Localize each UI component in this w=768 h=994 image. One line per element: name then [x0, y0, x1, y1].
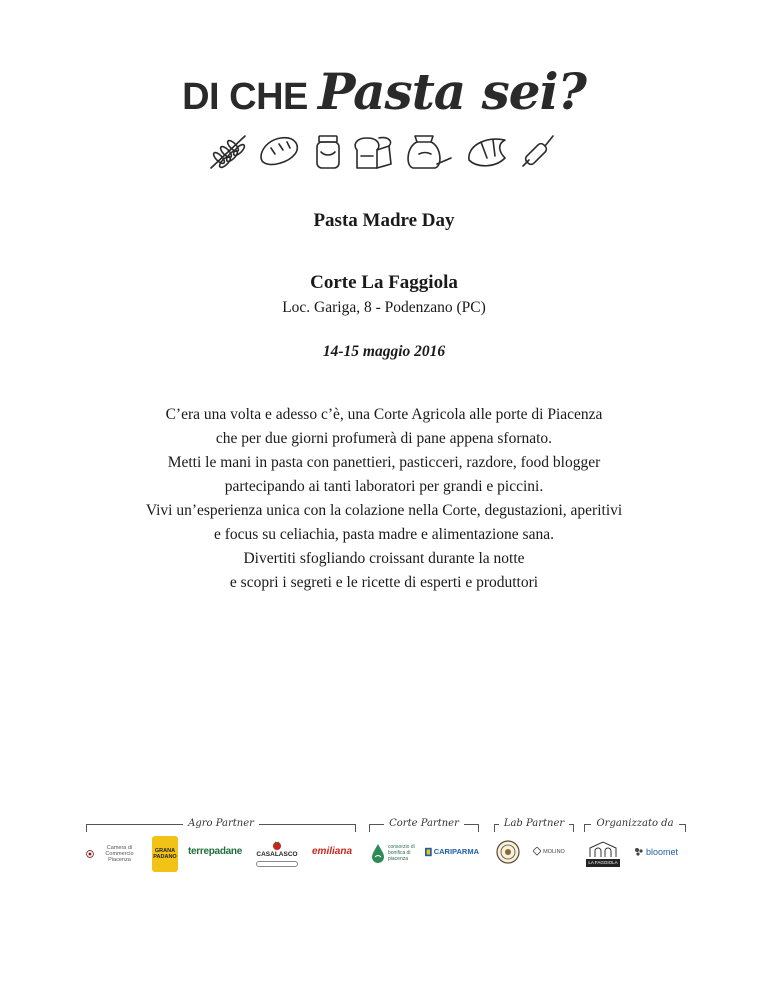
- agro-partner-label: Agro Partner: [183, 818, 259, 829]
- rolling-pin-icon: [523, 136, 553, 166]
- venue-address: Loc. Gariga, 8 - Podenzano (PC): [282, 299, 486, 316]
- description-line: Vivi un’esperienza unica con la colazione nella Corte, degustazioni, aperitivi: [145, 502, 623, 519]
- flour-sack-icon: [408, 136, 451, 168]
- description-line: Metti le mani in pasta con panettieri, pasticceri, razdore, food blogger: [167, 454, 601, 471]
- logo-text-plain: DI CHE: [182, 76, 308, 118]
- consorzio-bonifica-logo: consorzio di bonifica di piacenza: [369, 838, 419, 868]
- casalasco-logo: CASALASCO: [254, 836, 300, 870]
- emiliana-logo: emiliana: [311, 846, 353, 857]
- lab-partner-group: [494, 818, 574, 878]
- venue-name: Corte La Faggiola: [310, 272, 458, 293]
- croissant-icon: [469, 139, 505, 166]
- building-arches-icon: [588, 840, 618, 858]
- description-line: C’era una volta e adesso c’è, una Corte Agricola alle porte di Piacenza: [165, 406, 603, 423]
- agro-partner-group: [86, 818, 356, 878]
- camera-commercio-logo: Camera di Commercio Piacenza: [86, 840, 142, 868]
- description-line: partecipando ai tanti laboratori per grandi e piccini.: [224, 478, 544, 495]
- event-date: 14-15 maggio 2016: [322, 343, 446, 360]
- mill-icon: [533, 847, 541, 857]
- dots-icon: [634, 847, 644, 857]
- partners-footer: [86, 818, 686, 878]
- wheat-icon: [211, 136, 246, 169]
- lab-partner-label: Lab Partner: [499, 818, 569, 829]
- seal-icon: [86, 847, 94, 861]
- organizer-group: [584, 818, 686, 878]
- bakery-icons-row: [205, 128, 565, 172]
- logo-text-script: Pasta sei?: [317, 62, 586, 121]
- description-line: e scopri i segreti e le ricette di esperti e produttori: [229, 574, 539, 591]
- terrepadane-logo: terrepadane: [188, 846, 242, 857]
- la-faggiola-logo: LA FAGGIOLA: [586, 838, 620, 868]
- bread-loaf-icon: [261, 138, 297, 165]
- description-line: che per due giorni profumerà di pane appena sfornato.: [215, 430, 553, 447]
- tomato-icon: [270, 840, 284, 850]
- event-title: Pasta Madre Day: [313, 210, 455, 231]
- event-logo: [0, 62, 768, 121]
- corte-partner-group: [369, 818, 479, 878]
- event-description: [0, 403, 768, 595]
- description-line: e focus su celiachia, pasta madre e alimentazione sana.: [214, 526, 554, 543]
- cariparma-logo: CARIPARMA: [425, 844, 479, 860]
- lab-seal-logo: [496, 840, 520, 864]
- seal-icon: [496, 840, 520, 864]
- jar-icon: [317, 136, 339, 168]
- bloomet-logo: bloomet: [628, 844, 684, 860]
- water-drop-icon: [370, 843, 386, 863]
- organizer-label: Organizzato da: [591, 818, 678, 829]
- cariparma-mark-icon: [425, 847, 432, 857]
- molino-logo: MOLINO: [526, 844, 572, 860]
- grana-padano-logo: GRANA PADANO: [152, 836, 178, 872]
- corte-partner-label: Corte Partner: [384, 818, 464, 829]
- description-line: Divertiti sfogliando croissant durante la notte: [243, 550, 525, 567]
- sliced-bread-icon: [355, 138, 391, 168]
